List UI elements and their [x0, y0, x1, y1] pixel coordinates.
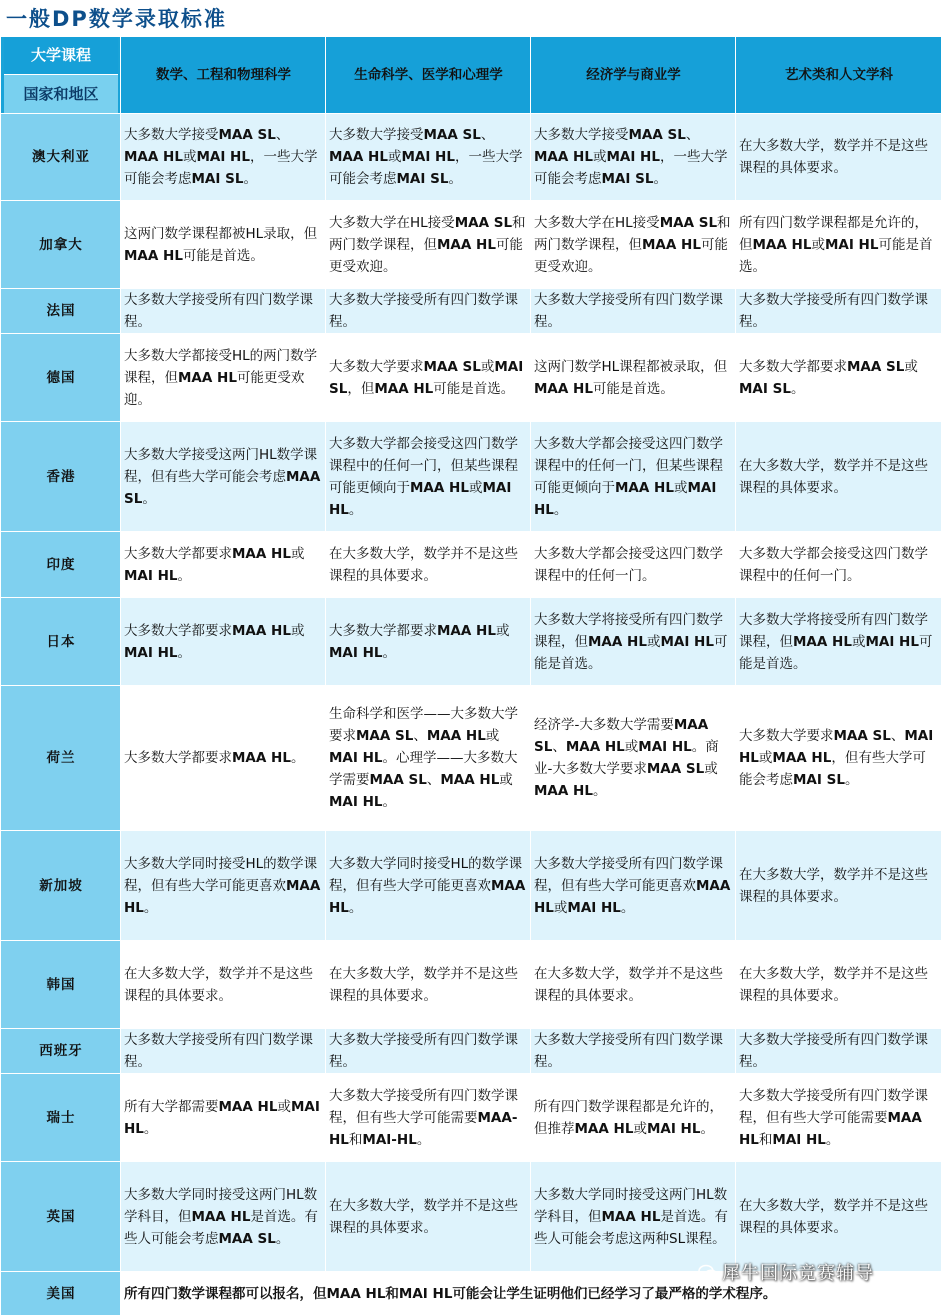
requirement-cell: 所有四门数学课程都是允许的，但MAA HL或MAI HL可能是首选。 [736, 201, 941, 289]
requirement-cell: 大多数大学将接受所有四门数学课程，但MAA HL或MAI HL可能是首选。 [531, 598, 736, 686]
requirement-cell: 大多数大学接受这两门HL数学课程，但有些大学可能会考虑MAA SL。 [121, 422, 326, 532]
table-row [1, 686, 941, 831]
requirement-cell: 大多数大学接受MAA SL、MAA HL或MAI HL，一些大学可能会考虑MAI SL。 [121, 114, 326, 201]
table-row [1, 1074, 941, 1162]
requirement-cell: 大多数大学接受所有四门数学课程，但有些大学可能更喜欢MAA HL或MAI HL。 [531, 831, 736, 941]
country-label: 加拿大 [1, 201, 121, 289]
table-row [1, 422, 941, 532]
requirement-cell: 大多数大学都要求MAA HL或MAI HL。 [121, 532, 326, 598]
requirement-cell: 在大多数大学，数学并不是这些课程的具体要求。 [531, 941, 736, 1029]
table-row [1, 532, 941, 598]
table-row [1, 941, 941, 1029]
requirement-cell: 大多数大学将接受所有四门数学课程，但MAA HL或MAI HL可能是首选。 [736, 598, 941, 686]
requirement-cell: 经济学-大多数大学需要MAA SL、MAA HL或MAI HL。商业-大多数大学要求MAA SL或MAA HL。 [531, 686, 736, 831]
header-subject-econ: 经济学与商业学 [531, 37, 736, 114]
requirement-cell: 大多数大学接受MAA SL、MAA HL或MAI HL，一些大学可能会考虑MAI SL。 [326, 114, 531, 201]
table-row [1, 289, 941, 334]
requirement-cell: 在大多数大学，数学并不是这些课程的具体要求。 [736, 422, 941, 532]
requirement-cell: 大多数大学都要求MAA HL。 [121, 686, 326, 831]
table-row [1, 334, 941, 422]
requirement-cell: 大多数大学要求MAA SL、MAI HL或MAA HL，但有些大学可能会考虑MAI SL。 [736, 686, 941, 831]
requirement-cell: 大多数大学同时接受这两门HL数学科目，但MAA HL是首选。有些人可能会考虑这两种SL课程。 [531, 1162, 736, 1272]
wechat-icon [698, 1264, 718, 1282]
country-label: 澳大利亚 [1, 114, 121, 201]
requirement-cell: 大多数大学都要求MAA HL或MAI HL。 [326, 598, 531, 686]
country-label: 印度 [1, 532, 121, 598]
requirement-cell: 在大多数大学，数学并不是这些课程的具体要求。 [736, 114, 941, 201]
country-label: 美国 [1, 1272, 121, 1316]
country-label: 荷兰 [1, 686, 121, 831]
country-label: 法国 [1, 289, 121, 334]
requirement-cell: 大多数大学接受所有四门数学课程。 [736, 1029, 941, 1074]
requirement-cell: 在大多数大学，数学并不是这些课程的具体要求。 [326, 532, 531, 598]
requirement-cell: 大多数大学都要求MAA SL或MAI SL。 [736, 334, 941, 422]
requirement-cell: 大多数大学接受MAA SL、MAA HL或MAI HL，一些大学可能会考虑MAI SL。 [531, 114, 736, 201]
requirement-cell: 大多数大学都接受HL的两门数学课程，但MAA HL可能更受欢迎。 [121, 334, 326, 422]
requirement-cell: 大多数大学接受所有四门数学课程。 [531, 289, 736, 334]
header-country-label: 国家和地区 [4, 75, 118, 113]
header-subject-arts: 艺术类和人文学科 [736, 37, 941, 114]
requirement-cell: 大多数大学都会接受这四门数学课程中的任何一门，但某些课程可能更倾向于MAA HL或MAI HL。 [326, 422, 531, 532]
merged-requirement-cell: 所有四门数学课程都可以报名，但MAA HL和MAI HL可能会让学生证明他们已经学习了最严格的学术程序。 [121, 1272, 941, 1316]
requirement-cell: 在大多数大学，数学并不是这些课程的具体要求。 [121, 941, 326, 1029]
table-row [1, 598, 941, 686]
requirement-cell: 这两门数学课程都被HL录取，但MAA HL可能是首选。 [121, 201, 326, 289]
requirement-cell: 大多数大学接受所有四门数学课程。 [326, 1029, 531, 1074]
table-row [1, 1162, 941, 1272]
requirement-cell: 所有四门数学课程都是允许的，但推荐MAA HL或MAI HL。 [531, 1074, 736, 1162]
requirement-cell: 大多数大学接受所有四门数学课程。 [121, 289, 326, 334]
header-corner [1, 37, 121, 114]
country-label: 日本 [1, 598, 121, 686]
country-label: 西班牙 [1, 1029, 121, 1074]
requirement-cell: 在大多数大学，数学并不是这些课程的具体要求。 [736, 941, 941, 1029]
header-course-label: 大学课程 [4, 37, 118, 75]
requirement-cell: 大多数大学都会接受这四门数学课程中的任何一门，但某些课程可能更倾向于MAA HL或MAI HL。 [531, 422, 736, 532]
requirement-cell: 大多数大学都要求MAA HL或MAI HL。 [121, 598, 326, 686]
requirement-cell: 在大多数大学，数学并不是这些课程的具体要求。 [326, 1162, 531, 1272]
country-label: 瑞士 [1, 1074, 121, 1162]
requirement-cell: 大多数大学接受所有四门数学课程，但有些大学可能需要MAA-HL和MAI-HL。 [326, 1074, 531, 1162]
requirement-cell: 大多数大学在HL接受MAA SL和两门数学课程，但MAA HL可能更受欢迎。 [531, 201, 736, 289]
requirement-cell: 生命科学和医学——大多数大学要求MAA SL、MAA HL或MAI HL。心理学——大多数大学需要MAA SL、MAA HL或MAI HL。 [326, 686, 531, 831]
country-label: 德国 [1, 334, 121, 422]
admission-table [0, 36, 941, 1316]
header-subject-life: 生命科学、医学和心理学 [326, 37, 531, 114]
requirement-cell: 大多数大学要求MAA SL或MAI SL，但MAA HL可能是首选。 [326, 334, 531, 422]
country-label: 英国 [1, 1162, 121, 1272]
requirement-cell: 这两门数学HL课程都被录取，但MAA HL可能是首选。 [531, 334, 736, 422]
requirement-cell: 大多数大学接受所有四门数学课程。 [736, 289, 941, 334]
header-subject-math: 数学、工程和物理科学 [121, 37, 326, 114]
requirement-cell: 大多数大学都会接受这四门数学课程中的任何一门。 [736, 532, 941, 598]
requirement-cell: 大多数大学在HL接受MAA SL和两门数学课程，但MAA HL可能更受欢迎。 [326, 201, 531, 289]
watermark-text: 犀牛国际竞赛辅导 [722, 1263, 874, 1284]
requirement-cell: 在大多数大学，数学并不是这些课程的具体要求。 [326, 941, 531, 1029]
table-row [1, 201, 941, 289]
requirement-cell: 在大多数大学，数学并不是这些课程的具体要求。 [736, 831, 941, 941]
watermark [698, 1262, 874, 1286]
page-title: 一般DP数学录取标准 [6, 2, 227, 36]
table-row [1, 114, 941, 201]
requirement-cell: 在大多数大学，数学并不是这些课程的具体要求。 [736, 1162, 941, 1272]
requirement-cell: 大多数大学接受所有四门数学课程。 [531, 1029, 736, 1074]
requirement-cell: 大多数大学同时接受这两门HL数学科目，但MAA HL是首选。有些人可能会考虑MAA SL。 [121, 1162, 326, 1272]
table-row [1, 831, 941, 941]
country-label: 韩国 [1, 941, 121, 1029]
requirement-cell: 大多数大学同时接受HL的数学课程，但有些大学可能更喜欢MAA HL。 [326, 831, 531, 941]
table-row [1, 1029, 941, 1074]
country-label: 香港 [1, 422, 121, 532]
requirement-cell: 大多数大学同时接受HL的数学课程，但有些大学可能更喜欢MAA HL。 [121, 831, 326, 941]
country-label: 新加坡 [1, 831, 121, 941]
requirement-cell: 大多数大学接受所有四门数学课程。 [121, 1029, 326, 1074]
requirement-cell: 大多数大学接受所有四门数学课程，但有些大学可能需要MAA HL和MAI HL。 [736, 1074, 941, 1162]
requirement-cell: 所有大学都需要MAA HL或MAI HL。 [121, 1074, 326, 1162]
requirement-cell: 大多数大学都会接受这四门数学课程中的任何一门。 [531, 532, 736, 598]
requirement-cell: 大多数大学接受所有四门数学课程。 [326, 289, 531, 334]
